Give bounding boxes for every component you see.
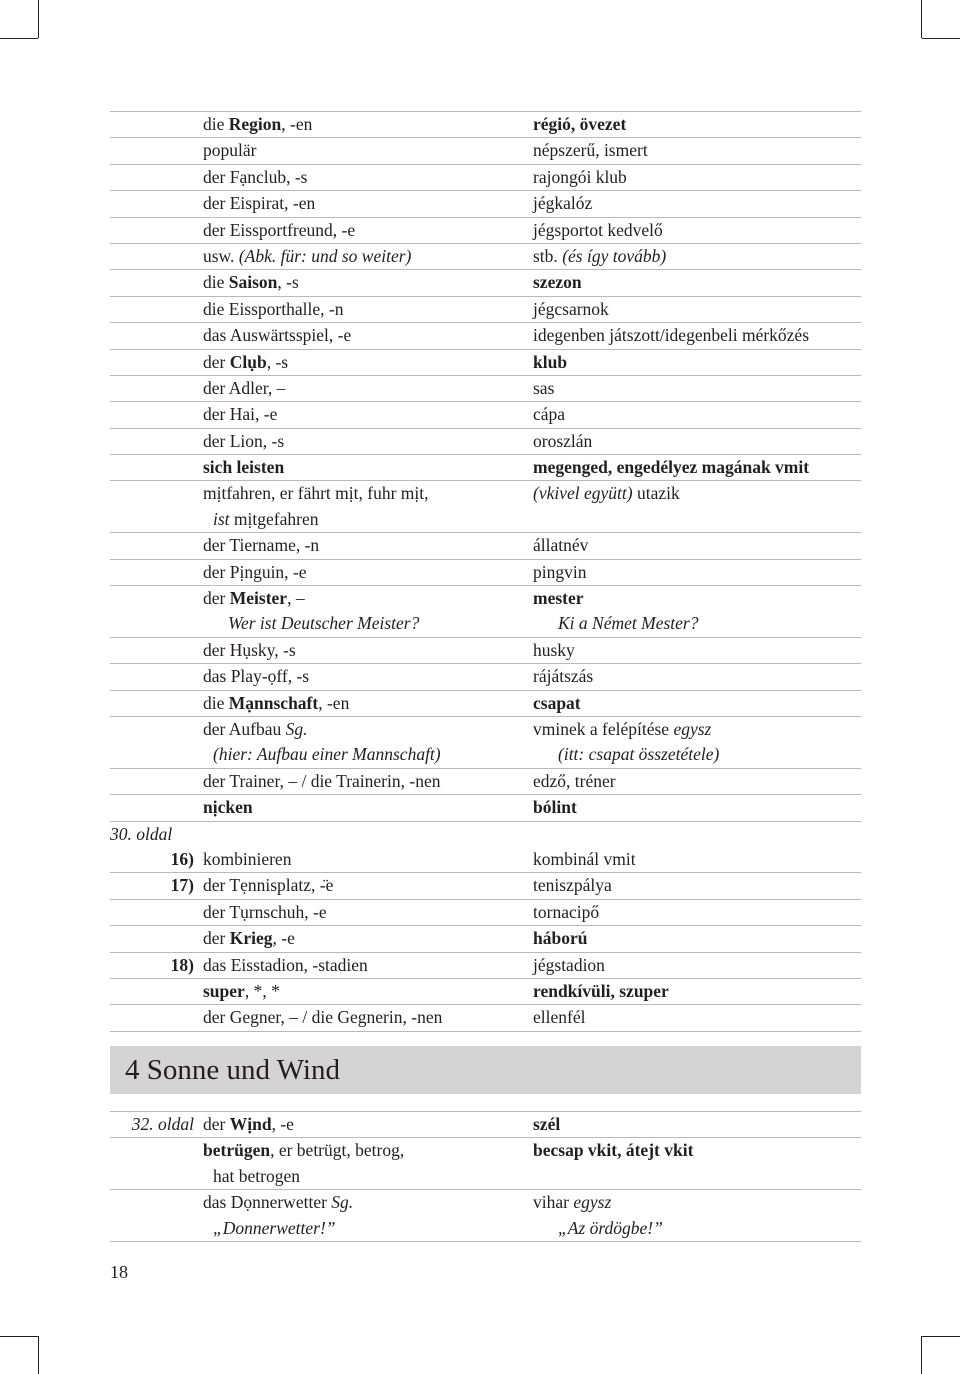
- text-segment: jégstadion: [533, 954, 605, 975]
- text-segment: sich leisten: [203, 457, 285, 478]
- german-term: [203, 244, 411, 269]
- text-segment: Wịnd: [229, 1114, 272, 1134]
- text-segment: becsap vkit, átejt vkit: [533, 1140, 694, 1161]
- text-segment: betrügen: [203, 1140, 271, 1161]
- text-segment: (Abk. für: und so weiter): [238, 245, 412, 266]
- hungarian-translation: [533, 873, 612, 898]
- row-label: 18): [170, 954, 194, 975]
- text-segment: der Gegner, – / die Gegnerin, -nen: [203, 1007, 443, 1028]
- vocab-row: [110, 533, 861, 559]
- german-term: [203, 900, 327, 925]
- text-segment: der Tiername, -n: [203, 535, 320, 556]
- text-segment: die: [203, 114, 229, 134]
- hungarian-translation: [533, 244, 666, 269]
- hungarian-translation: [533, 1216, 663, 1241]
- hungarian-translation: [533, 270, 582, 295]
- hungarian-translation: [533, 560, 586, 585]
- german-term: [203, 638, 296, 663]
- text-segment: die: [203, 692, 229, 713]
- hungarian-translation: [533, 900, 599, 925]
- vocab-row: [110, 691, 861, 717]
- text-segment: vihar: [533, 1192, 574, 1213]
- text-segment: das Play-ọff, -s: [203, 666, 310, 687]
- hungarian-translation: [533, 323, 809, 348]
- text-segment: rajongói klub: [533, 166, 627, 187]
- hungarian-translation: [533, 376, 554, 401]
- hungarian-translation: [533, 664, 593, 689]
- text-segment: der: [203, 928, 230, 949]
- text-segment: , -en: [281, 114, 313, 134]
- text-segment: csapat: [533, 692, 581, 713]
- text-segment: cápa: [533, 404, 566, 425]
- text-segment: sas: [533, 377, 555, 398]
- text-segment: ist: [213, 508, 230, 529]
- german-term: [203, 664, 309, 689]
- hungarian-translation: [533, 1112, 560, 1137]
- text-segment: egysz: [673, 718, 712, 739]
- crop-mark: [921, 1336, 922, 1374]
- text-segment: pingvin: [533, 561, 587, 582]
- german-term: [203, 1138, 404, 1163]
- german-term: [203, 165, 308, 190]
- vocab-row: [110, 218, 861, 244]
- text-segment: háború: [533, 928, 588, 949]
- vocab-row: [110, 165, 861, 191]
- text-segment: tornacipő: [533, 901, 600, 922]
- text-segment: nịcken: [203, 797, 253, 818]
- vocab-row: [110, 742, 861, 768]
- hungarian-translation: [533, 218, 663, 243]
- text-segment: Wer ist Deutscher Meister?: [228, 613, 420, 634]
- text-segment: rájátszás: [533, 666, 594, 687]
- hungarian-translation: [533, 586, 584, 611]
- vocab-row: [110, 586, 861, 611]
- vocab-row: [110, 769, 861, 795]
- text-segment: der Eissportfreund, -e: [203, 219, 356, 240]
- hungarian-translation: [533, 769, 616, 794]
- text-segment: Sg.: [285, 718, 308, 739]
- row-label: 16): [170, 848, 194, 869]
- text-segment: , -s: [266, 351, 289, 372]
- hungarian-translation: [533, 350, 567, 375]
- crop-mark: [38, 0, 39, 38]
- hungarian-translation: [533, 533, 588, 558]
- text-segment: der Eispirat, -en: [203, 193, 316, 214]
- text-segment: ellenfél: [533, 1007, 586, 1028]
- text-segment: oroszlán: [533, 430, 593, 451]
- text-segment: klub: [533, 351, 568, 372]
- text-segment: mester: [533, 588, 584, 609]
- text-segment: der Aufbau: [203, 718, 286, 739]
- text-segment: vminek a felépítése: [533, 718, 674, 739]
- vocab-row: [110, 900, 861, 926]
- vocab-row: [110, 1190, 861, 1215]
- text-segment: teniszpálya: [533, 875, 612, 896]
- vocab-row: [110, 297, 861, 323]
- text-segment: , *, *: [244, 980, 280, 1001]
- german-term: [203, 1112, 294, 1137]
- hungarian-translation: [533, 429, 592, 454]
- german-term: [203, 455, 284, 480]
- vocab-row: [110, 664, 861, 690]
- text-segment: szél: [533, 1114, 561, 1134]
- vocab-row: [110, 323, 861, 349]
- text-segment: das Dọnnerwetter: [203, 1192, 332, 1213]
- vocab-row: [110, 1138, 861, 1163]
- text-segment: állatnév: [533, 535, 589, 556]
- german-term: [203, 191, 315, 216]
- german-term: [203, 1164, 300, 1189]
- hungarian-translation: [533, 191, 592, 216]
- hungarian-translation: [533, 795, 577, 820]
- hungarian-translation: [533, 638, 575, 663]
- hungarian-translation: [533, 297, 609, 322]
- text-segment: der Tụrnschuh, -e: [203, 901, 327, 922]
- german-term: [203, 611, 419, 636]
- german-term: [203, 481, 428, 506]
- text-segment: das Eisstadion, -stadien: [203, 954, 368, 975]
- german-term: [203, 926, 295, 951]
- vocab-row: [110, 402, 861, 428]
- vocab-row: [110, 979, 861, 1005]
- text-segment: husky: [533, 639, 575, 660]
- text-segment: der Trainer, – / die Trainerin, -nen: [203, 770, 441, 791]
- german-term: [203, 742, 441, 767]
- hungarian-translation: [533, 402, 565, 427]
- hungarian-translation: [533, 1138, 693, 1163]
- vocab-row: [110, 611, 861, 637]
- german-term: [203, 769, 440, 794]
- text-segment: Meister: [229, 588, 288, 609]
- vocabulary-table-2: [110, 1111, 861, 1242]
- german-term: [203, 873, 333, 898]
- hungarian-translation: [533, 742, 719, 767]
- german-term: [203, 795, 253, 820]
- text-segment: der Hai, -e: [203, 404, 278, 425]
- vocab-row: [110, 1164, 861, 1190]
- hungarian-translation: [533, 138, 648, 163]
- text-segment: der: [203, 351, 230, 372]
- text-segment: der: [203, 1114, 230, 1134]
- text-segment: der Lion, -s: [203, 430, 285, 451]
- hungarian-translation: [533, 611, 698, 636]
- text-segment: jégkalóz: [533, 193, 593, 214]
- text-segment: edző, tréner: [533, 770, 616, 791]
- german-term: [203, 1216, 336, 1241]
- vocab-row: [110, 873, 861, 899]
- text-segment: bólint: [533, 797, 577, 818]
- german-term: [203, 691, 349, 716]
- text-segment: kombinál vmit: [533, 848, 636, 869]
- german-term: [203, 323, 351, 348]
- text-segment: Region: [228, 114, 282, 134]
- hungarian-translation: [533, 953, 605, 978]
- text-segment: , -s: [277, 272, 299, 293]
- text-segment: , –: [287, 588, 305, 609]
- vocab-row: [110, 244, 861, 270]
- german-term: [203, 1005, 442, 1030]
- text-segment: Ki a Német Mester?: [558, 613, 699, 634]
- text-segment: der Pịnguin, -e: [203, 561, 307, 582]
- text-segment: der Hụsky, -s: [203, 639, 296, 660]
- german-term: [203, 297, 343, 322]
- text-segment: die Eissporthalle, -n: [203, 298, 344, 319]
- text-segment: der Fạnclub, -s: [203, 166, 308, 187]
- text-segment: der Adler, –: [203, 377, 286, 398]
- text-segment: super: [203, 980, 245, 1001]
- vocab-row: [110, 926, 861, 952]
- text-segment: „Donnerwetter!”: [213, 1217, 336, 1238]
- text-segment: der Tẹnnisplatz, -̈e: [203, 875, 334, 896]
- vocab-row: [110, 795, 861, 821]
- crop-mark: [0, 1336, 38, 1337]
- text-segment: das Auswärtsspiel, -e: [203, 325, 352, 346]
- text-segment: Mạnnschaft: [228, 692, 319, 713]
- vocab-row: [110, 429, 861, 455]
- text-segment: (hier: Aufbau einer Mannschaft): [213, 744, 441, 765]
- text-segment: egysz: [573, 1192, 612, 1213]
- text-segment: populär: [203, 140, 257, 161]
- german-term: [203, 953, 368, 978]
- text-segment: Krieg: [229, 928, 273, 949]
- german-term: [203, 429, 284, 454]
- text-segment: Clụb: [229, 351, 267, 372]
- vocabulary-table-1: [110, 111, 861, 1032]
- german-term: [203, 138, 256, 163]
- text-segment: jégsportot kedvelő: [533, 219, 663, 240]
- crop-mark: [921, 0, 922, 38]
- vocab-row: [110, 953, 861, 979]
- text-segment: , -e: [271, 1114, 294, 1134]
- hungarian-translation: [533, 717, 711, 742]
- hungarian-translation: [533, 481, 680, 506]
- german-term: [203, 533, 319, 558]
- hungarian-translation: [533, 979, 669, 1004]
- german-term: [203, 350, 288, 375]
- vocab-row: [110, 270, 861, 296]
- vocab-row: [110, 822, 861, 847]
- text-segment: usw.: [203, 245, 239, 266]
- vocab-row: [110, 1216, 861, 1242]
- vocab-row: [110, 1005, 861, 1031]
- section-header: [110, 1046, 861, 1094]
- text-segment: idegenben játszott/idegenbeli mérkőzés: [533, 325, 810, 346]
- german-term: [203, 402, 277, 427]
- vocab-row: [110, 350, 861, 376]
- text-segment: népszerű, ismert: [533, 140, 648, 161]
- text-segment: mịtgefahren: [229, 508, 319, 529]
- crop-mark: [922, 38, 960, 39]
- text-segment: utazik: [632, 483, 680, 504]
- hungarian-translation: [533, 165, 627, 190]
- text-segment: (és így tovább): [562, 245, 667, 266]
- text-segment: hat betrogen: [213, 1165, 300, 1186]
- vocab-row: [110, 191, 861, 217]
- vocab-row: [110, 138, 861, 164]
- text-segment: , er betrügt, betrog,: [270, 1140, 405, 1161]
- german-term: [203, 270, 299, 295]
- text-segment: (vkivel együtt): [533, 483, 633, 504]
- text-segment: „Az ördögbe!”: [558, 1217, 663, 1238]
- text-segment: kombinieren: [203, 848, 292, 869]
- hungarian-translation: [533, 112, 626, 137]
- german-term: [203, 586, 305, 611]
- vocab-row: [110, 481, 861, 506]
- german-term: [203, 112, 312, 137]
- german-term: [203, 218, 355, 243]
- text-segment: jégcsarnok: [533, 298, 609, 319]
- german-term: [203, 1190, 353, 1215]
- text-segment: , -e: [272, 928, 295, 949]
- text-segment: stb.: [533, 245, 563, 266]
- hungarian-translation: [533, 1005, 585, 1030]
- vocab-row: [110, 507, 861, 533]
- german-term: [203, 717, 308, 742]
- german-term: [203, 847, 291, 872]
- text-segment: Saison: [228, 272, 278, 293]
- vocab-row: [110, 717, 861, 742]
- text-segment: (itt: csapat összetétele): [558, 744, 720, 765]
- vocab-row: [110, 560, 861, 586]
- row-label: 17): [170, 875, 194, 896]
- row-label: 30. oldal: [110, 823, 173, 844]
- text-segment: mịtfahren, er fährt mịt, fuhr mịt,: [203, 483, 429, 504]
- vocab-row: [110, 111, 861, 138]
- crop-mark: [0, 38, 38, 39]
- vocab-row: [110, 455, 861, 481]
- page-number: 18: [110, 1262, 128, 1282]
- text-segment: , -en: [318, 692, 350, 713]
- vocab-row: [110, 638, 861, 664]
- text-segment: megenged, engedélyez magának vmit: [533, 457, 810, 478]
- hungarian-translation: [533, 847, 636, 872]
- text-segment: Sg.: [331, 1192, 354, 1213]
- vocab-row: [110, 847, 861, 873]
- vocab-row: [110, 1111, 861, 1138]
- german-term: [203, 560, 307, 585]
- german-term: [203, 507, 318, 532]
- crop-mark: [922, 1336, 960, 1337]
- text-segment: régió, övezet: [533, 114, 627, 134]
- text-segment: rendkívüli, szuper: [533, 980, 669, 1001]
- german-term: [203, 376, 285, 401]
- hungarian-translation: [533, 1190, 611, 1215]
- hungarian-translation: [533, 691, 581, 716]
- text-segment: die: [203, 272, 229, 293]
- vocab-row: [110, 376, 861, 402]
- crop-mark: [38, 1336, 39, 1374]
- hungarian-translation: [533, 455, 809, 480]
- section-title: 4 Sonne und Wind: [125, 1054, 340, 1086]
- row-label: 32. oldal: [131, 1114, 194, 1134]
- text-segment: szezon: [533, 272, 582, 293]
- hungarian-translation: [533, 926, 587, 951]
- text-segment: der: [203, 588, 230, 609]
- german-term: [203, 979, 280, 1004]
